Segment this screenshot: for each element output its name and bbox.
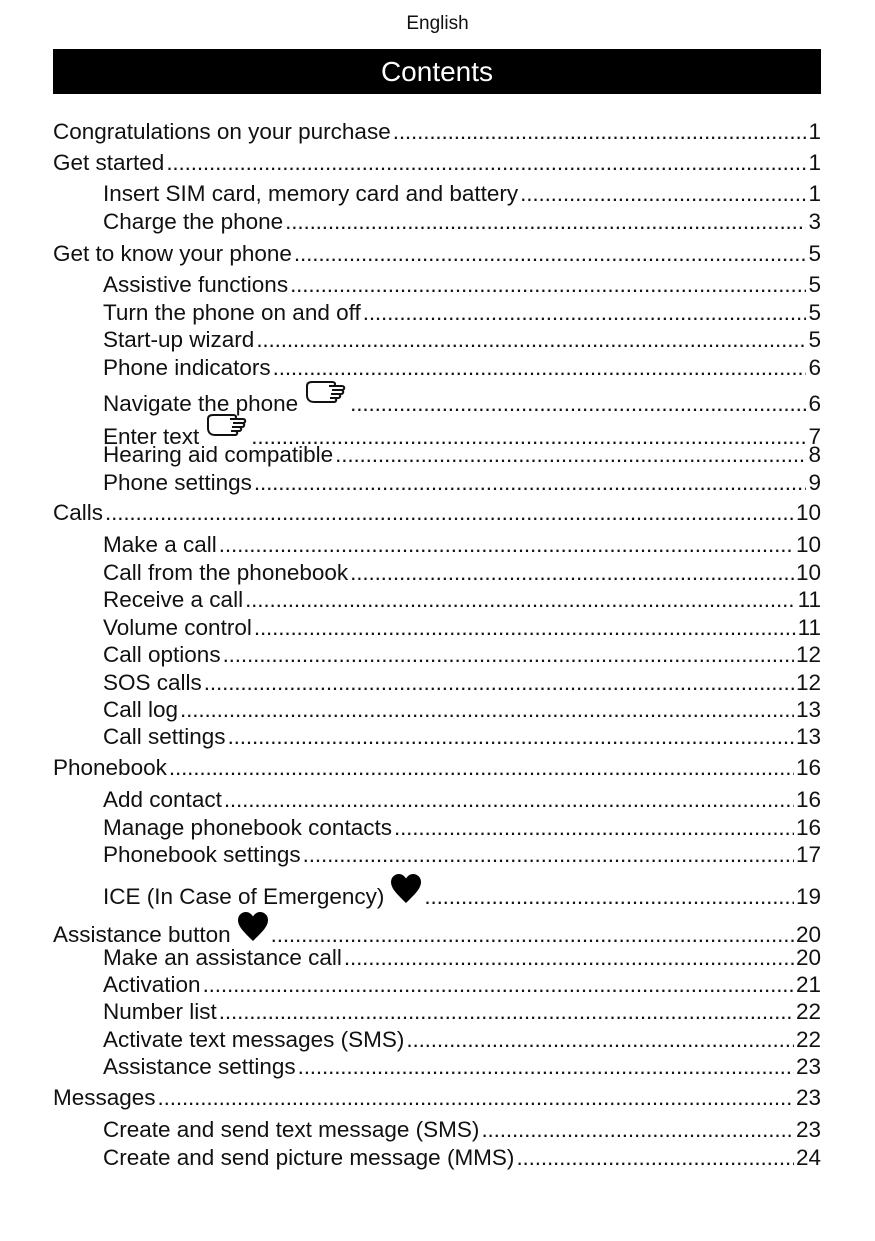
dot-leader — [350, 559, 794, 586]
dot-leader — [273, 354, 807, 381]
toc-page-number: 5 — [808, 300, 821, 325]
toc-entry[interactable] — [103, 841, 821, 868]
toc-entry[interactable] — [103, 944, 821, 971]
dot-leader — [285, 208, 806, 235]
toc-entry-title: Navigate the phone — [103, 391, 299, 416]
page-title: Contents — [380, 55, 494, 87]
dot-leader — [228, 723, 794, 750]
dot-leader — [290, 271, 806, 298]
heart-icon — [390, 874, 422, 910]
toc-entry-title: Call log — [103, 697, 179, 722]
toc-entry[interactable] — [103, 1053, 821, 1080]
toc-entry-title: Insert SIM card, memory card and battery — [103, 181, 519, 206]
dot-leader — [203, 971, 794, 998]
dot-leader — [393, 118, 807, 145]
toc-page-number: 3 — [808, 209, 821, 234]
toc-entry[interactable] — [103, 559, 821, 586]
toc-entry-title: SOS calls — [103, 670, 202, 695]
dot-leader — [219, 998, 794, 1025]
toc-page-number: 11 — [797, 615, 821, 640]
toc-page-number: 10 — [795, 560, 821, 585]
toc-entry[interactable] — [103, 669, 821, 696]
toc-page-number: 12 — [795, 670, 821, 695]
dot-leader — [105, 499, 794, 526]
dot-leader — [204, 669, 794, 696]
toc-entry[interactable] — [103, 814, 821, 841]
toc-page-number: 1 — [808, 119, 821, 144]
toc-entry[interactable] — [53, 118, 821, 145]
toc-entry[interactable] — [103, 723, 821, 750]
toc-entry-title: Manage phonebook contacts — [103, 815, 392, 840]
toc-page-number: 22 — [795, 1027, 821, 1052]
toc-entry[interactable] — [103, 998, 821, 1025]
toc-entry-title: Congratulations on your purchase — [53, 119, 391, 144]
toc-page-number: 23 — [795, 1085, 821, 1110]
dot-leader — [298, 1053, 794, 1080]
dot-leader — [166, 149, 806, 176]
dot-leader — [516, 1144, 794, 1171]
toc-page-number: 11 — [797, 587, 821, 612]
toc-entry[interactable] — [103, 1144, 821, 1171]
toc-entry[interactable] — [103, 641, 821, 668]
toc-entry[interactable] — [53, 912, 821, 948]
toc-entry[interactable] — [53, 754, 821, 781]
toc-entry-title: Activation — [103, 972, 201, 997]
toc-page-number: 17 — [795, 842, 821, 867]
dot-leader — [335, 441, 806, 468]
toc-entry[interactable] — [103, 696, 821, 723]
toc-entry-title: Activate text messages (SMS) — [103, 1027, 405, 1052]
toc-entry[interactable] — [53, 1084, 821, 1111]
dot-leader — [158, 1084, 794, 1111]
toc-entry[interactable] — [53, 499, 821, 526]
toc-page-number: 16 — [795, 815, 821, 840]
toc-page-number: 23 — [795, 1117, 821, 1142]
toc-entry[interactable] — [103, 614, 821, 641]
toc-entry[interactable] — [103, 1116, 821, 1143]
dot-leader — [406, 1026, 794, 1053]
toc-entry[interactable] — [103, 208, 821, 235]
heart-icon — [237, 912, 269, 948]
toc-entry-title: Messages — [53, 1085, 156, 1110]
toc-page-number: 22 — [795, 999, 821, 1024]
toc-entry-title: Add contact — [103, 787, 222, 812]
dot-leader — [344, 944, 794, 971]
toc-page-number: 13 — [795, 724, 821, 749]
dot-leader — [254, 469, 807, 496]
dot-leader — [245, 586, 796, 613]
toc-entry[interactable] — [103, 469, 821, 496]
language-label: English — [406, 13, 469, 34]
toc-entry-title: Phonebook settings — [103, 842, 301, 867]
toc-entry-title: Call options — [103, 642, 221, 667]
dot-leader — [169, 754, 794, 781]
dot-leader — [219, 531, 794, 558]
toc-entry-title: Enter text — [103, 424, 200, 449]
toc-entry-title: Calls — [53, 500, 104, 525]
toc-entry-title: Assistive functions — [103, 272, 289, 297]
dot-leader — [481, 1116, 794, 1143]
toc-page-number: 1 — [808, 181, 821, 206]
toc-page-number: 19 — [795, 884, 821, 909]
toc-entry[interactable] — [103, 586, 821, 613]
toc-entry-title: Receive a call — [103, 587, 244, 612]
toc-entry[interactable] — [103, 271, 821, 298]
contents-title-banner — [53, 49, 821, 94]
toc-page-number: 10 — [795, 532, 821, 557]
dot-leader — [394, 814, 794, 841]
toc-entry-title: Assistance button — [53, 922, 231, 947]
toc-entry[interactable] — [103, 354, 821, 381]
toc-entry-title: Create and send text message (SMS) — [103, 1117, 480, 1142]
toc-entry-title: Phone indicators — [103, 355, 271, 380]
toc-page-number: 5 — [808, 241, 821, 266]
toc-entry-title: Charge the phone — [103, 209, 284, 234]
toc-page-number: 10 — [795, 500, 821, 525]
toc-entry-title: Start-up wizard — [103, 327, 255, 352]
toc-page-number: 16 — [795, 787, 821, 812]
dot-leader — [424, 883, 794, 910]
toc-entry[interactable] — [103, 441, 821, 468]
dot-leader — [224, 786, 794, 813]
toc-entry[interactable] — [103, 180, 821, 207]
toc-entry[interactable] — [53, 240, 821, 267]
dot-leader — [363, 299, 807, 326]
toc-entry[interactable] — [103, 531, 821, 558]
toc-page-number: 1 — [808, 150, 821, 175]
hand-pointer-icon — [304, 381, 348, 417]
toc-entry-title: Number list — [103, 999, 217, 1024]
toc-entry[interactable] — [103, 326, 821, 353]
toc-page-number: 13 — [795, 697, 821, 722]
dot-leader — [223, 641, 794, 668]
toc-page-number: 20 — [795, 922, 821, 947]
toc-page-number: 21 — [795, 972, 821, 997]
toc-page-number: 6 — [808, 355, 821, 380]
toc-page-number: 5 — [808, 327, 821, 352]
dot-leader — [350, 390, 806, 417]
toc-entry[interactable] — [103, 971, 821, 998]
toc-entry[interactable] — [103, 874, 821, 910]
toc-page-number: 24 — [795, 1145, 821, 1170]
toc-page-number: 5 — [808, 272, 821, 297]
toc-entry-title: Call from the phonebook — [103, 560, 349, 585]
toc-entry-title: Assistance settings — [103, 1054, 296, 1079]
toc-entry-title: Make a call — [103, 532, 217, 557]
toc-page-number: 16 — [795, 755, 821, 780]
dot-leader — [180, 696, 794, 723]
dot-leader — [294, 240, 807, 267]
toc-entry-title: Make an assistance call — [103, 945, 342, 970]
toc-entry-title: Phone settings — [103, 470, 252, 495]
toc-entry-title: Hearing aid compatible — [103, 442, 334, 467]
toc-entry-title: ICE (In Case of Emergency) — [103, 884, 385, 909]
toc-entry-title: Get to know your phone — [53, 241, 292, 266]
toc-entry-title: Call settings — [103, 724, 226, 749]
toc-page-number: 8 — [808, 442, 821, 467]
toc-entry[interactable] — [103, 786, 821, 813]
toc-entry[interactable] — [53, 149, 821, 176]
toc-page-number: 7 — [808, 424, 821, 449]
toc-entry[interactable] — [103, 381, 821, 417]
toc-page-number: 6 — [808, 391, 821, 416]
toc-entry-title: Volume control — [103, 615, 252, 640]
toc-page-number: 12 — [795, 642, 821, 667]
toc-entry-title: Turn the phone on and off — [103, 300, 361, 325]
dot-leader — [303, 841, 794, 868]
toc-entry[interactable] — [103, 1026, 821, 1053]
toc-page-number: 9 — [808, 470, 821, 495]
toc-page-number: 20 — [795, 945, 821, 970]
toc-page-number: 23 — [795, 1054, 821, 1079]
toc-entry-title: Get started — [53, 150, 165, 175]
toc-entry-title: Create and send picture message (MMS) — [103, 1145, 515, 1170]
dot-leader — [520, 180, 806, 207]
dot-leader — [254, 614, 796, 641]
toc-entry-title: Phonebook — [53, 755, 167, 780]
dot-leader — [256, 326, 806, 353]
toc-entry[interactable] — [103, 299, 821, 326]
